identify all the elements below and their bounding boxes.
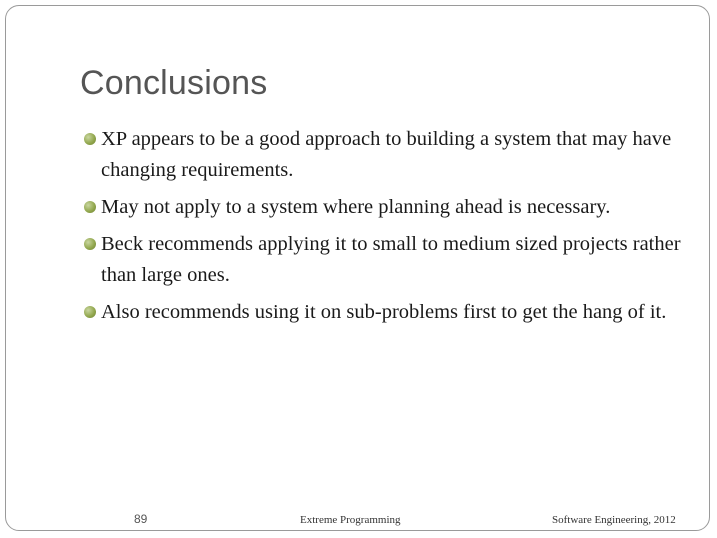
slide-frame [5, 5, 710, 531]
bullet-text: Beck recommends applying it to small to medium sized projects rather than large ones. [101, 233, 681, 286]
bullet-text: XP appears to be a good approach to building a system that may have changing requirements. [101, 128, 672, 181]
bullet-item [84, 192, 694, 223]
bullet-dot-icon [84, 238, 96, 250]
bullet-text: Also recommends using it on sub-problems first to get the hang of it. [101, 301, 667, 323]
bullet-dot-icon [84, 306, 96, 318]
bullet-item [84, 229, 694, 291]
bullet-item [84, 124, 694, 186]
bullet-dot-icon [84, 201, 96, 213]
bullet-list [84, 124, 694, 334]
bullet-text: May not apply to a system where planning ahead is necessary. [101, 196, 611, 218]
footer-right-text: Software Engineering, 2012 [552, 514, 676, 526]
footer-center-text: Extreme Programming [300, 514, 401, 526]
bullet-item [84, 297, 694, 328]
page-number: 89 [134, 512, 148, 526]
slide-title: Conclusions [80, 64, 268, 102]
bullet-dot-icon [84, 133, 96, 145]
